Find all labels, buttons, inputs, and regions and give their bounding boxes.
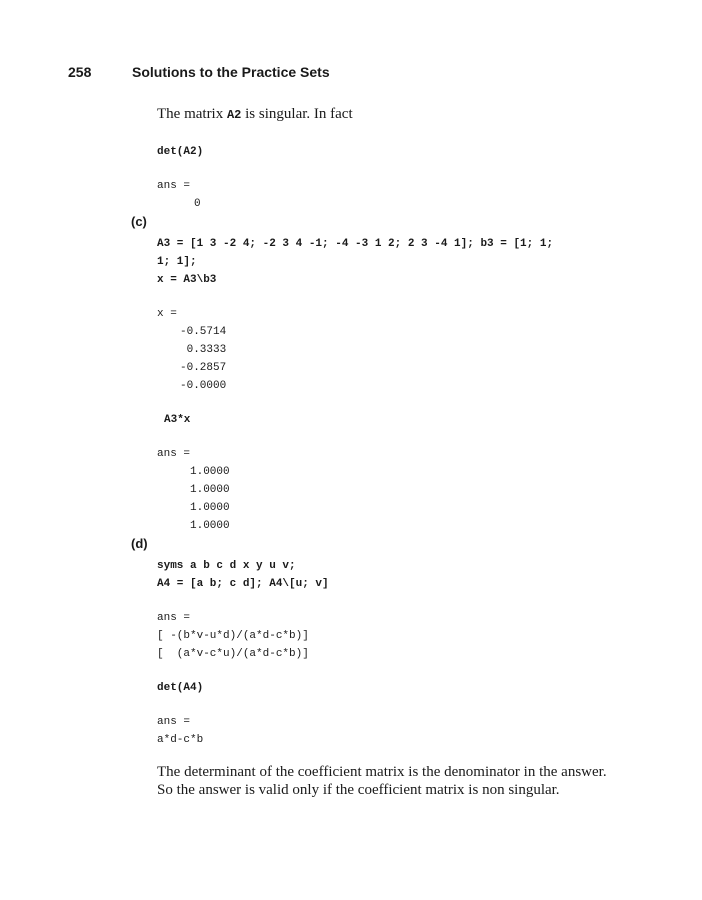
ans-label: ans =: [157, 448, 191, 460]
det-a2-command: det(A2): [157, 146, 204, 158]
ans-expression: [ -(b*v-u*d)/(a*d-c*b)]: [157, 630, 309, 642]
intro-pre: The matrix: [157, 106, 227, 122]
x-value: -0.0000: [180, 380, 227, 392]
conclusion-line1: The determinant of the coefficient matrix is the denominator in the answer.: [157, 764, 607, 780]
conclusion-line2: So the answer is valid only if the coefficient matrix is non singular.: [157, 782, 560, 798]
x-value: -0.5714: [180, 326, 227, 338]
ans-value: 1.0000: [190, 484, 230, 496]
intro-code: A2: [226, 108, 242, 122]
ans-label: ans =: [157, 180, 191, 192]
a3x-command: A3*x: [164, 414, 191, 426]
x-value: -0.2857: [180, 362, 227, 374]
ans-label: ans =: [157, 612, 191, 624]
x-value: 0.3333: [180, 344, 227, 356]
syms-command: syms a b c d x y u v;: [157, 560, 296, 572]
ans-value: 1.0000: [190, 520, 230, 532]
ans-value: a*d-c*b: [157, 734, 204, 746]
x-label: x =: [157, 308, 177, 320]
a3-command-line1: A3 = [1 3 -2 4; -2 3 4 -1; -4 -3 1 2; 2 3 -4 1]; b3 = [1; 1;: [157, 238, 554, 250]
intro-text: [157, 106, 353, 123]
ans-value: 1.0000: [190, 466, 230, 478]
a3-command-line2: 1; 1];: [157, 256, 197, 268]
ans-value: 0: [194, 198, 201, 210]
intro-post: is singular. In fact: [241, 106, 353, 122]
ans-expression: [ (a*v-c*u)/(a*d-c*b)]: [157, 648, 309, 660]
det-a4-command: det(A4): [157, 682, 204, 694]
section-title: Solutions to the Practice Sets: [132, 64, 330, 80]
ans-label: ans =: [157, 716, 191, 728]
a3-command-line3: x = A3\b3: [157, 274, 217, 286]
part-c-label: (c): [131, 214, 147, 229]
part-d-label: (d): [131, 536, 148, 551]
a4-command: A4 = [a b; c d]; A4\[u; v]: [157, 578, 329, 590]
ans-value: 1.0000: [190, 502, 230, 514]
page-number: 258: [68, 64, 92, 80]
